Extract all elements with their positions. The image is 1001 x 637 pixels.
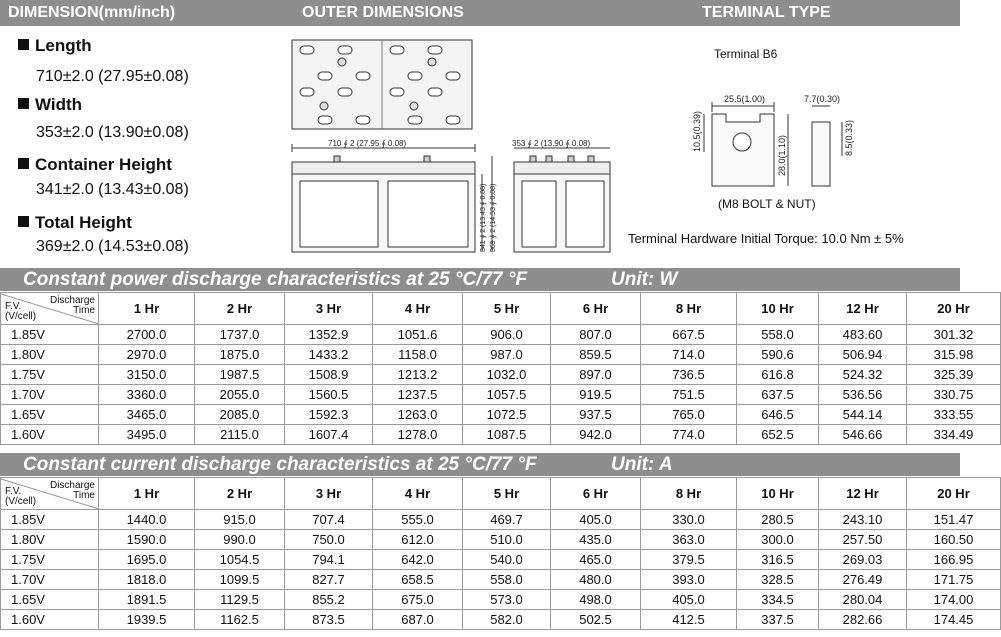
table-cell: 243.10 xyxy=(819,510,907,530)
table-cell: 558.0 xyxy=(463,570,551,590)
terminal-height-dim: 28.0(1.10) xyxy=(777,134,787,176)
final-voltage-cell: 1.75V xyxy=(1,365,99,385)
table-cell: 160.50 xyxy=(907,530,1001,550)
table-cell: 544.14 xyxy=(819,405,907,425)
dimension-title: DIMENSION(mm/inch) xyxy=(8,4,176,21)
power-table-unit: Unit: W xyxy=(611,269,678,290)
battery-side-view xyxy=(292,144,492,252)
table-row xyxy=(1,590,1001,610)
table-cell: 714.0 xyxy=(641,345,737,365)
table-cell: 3465.0 xyxy=(99,405,195,425)
table-cell: 524.32 xyxy=(819,365,907,385)
final-voltage-cell: 1.80V xyxy=(1,530,99,550)
table-cell: 2085.0 xyxy=(195,405,285,425)
corner-discharge-time: Discharge Time xyxy=(49,479,95,501)
corner-final-voltage: F.V. (V/cell) xyxy=(5,300,37,322)
table-cell: 480.0 xyxy=(551,570,641,590)
battery-top-view xyxy=(292,40,472,129)
current-table-header-row xyxy=(1,478,1001,510)
table-cell: 573.0 xyxy=(463,590,551,610)
width-dimension-text: 353 ∮ 2 (13.90 ∮ 0.08) xyxy=(512,139,591,148)
table-cell: 328.5 xyxy=(737,570,819,590)
table-cell: 612.0 xyxy=(373,530,463,550)
table-cell: 171.75 xyxy=(907,570,1001,590)
table-cell: 1087.5 xyxy=(463,425,551,445)
table-cell: 1263.0 xyxy=(373,405,463,425)
table-cell: 379.5 xyxy=(641,550,737,570)
table-cell: 337.5 xyxy=(737,610,819,630)
table-cell: 269.03 xyxy=(819,550,907,570)
column-header: 5 Hr xyxy=(463,293,551,325)
table-cell: 751.5 xyxy=(641,385,737,405)
outer-dimensions-drawing xyxy=(290,26,620,266)
table-cell: 827.7 xyxy=(285,570,373,590)
table-cell: 582.0 xyxy=(463,610,551,630)
terminal-type-panel xyxy=(620,26,960,266)
table-cell: 465.0 xyxy=(551,550,641,570)
terminal-type-title: TERMINAL TYPE xyxy=(702,4,831,21)
table-cell: 412.5 xyxy=(641,610,737,630)
length-dimension-text: 710 ∮ 2 (27.95 ∮ 0.08) xyxy=(328,139,407,148)
column-header: 3 Hr xyxy=(285,293,373,325)
terminal-name: Terminal B6 xyxy=(714,47,778,61)
table-cell: 405.0 xyxy=(551,510,641,530)
table-cell: 315.98 xyxy=(907,345,1001,365)
final-voltage-cell: 1.70V xyxy=(1,570,99,590)
table-cell: 1352.9 xyxy=(285,325,373,345)
column-header: 20 Hr xyxy=(907,293,1001,325)
table-cell: 151.47 xyxy=(907,510,1001,530)
final-voltage-cell: 1.85V xyxy=(1,325,99,345)
current-discharge-table xyxy=(0,477,1001,630)
table-cell: 300.0 xyxy=(737,530,819,550)
power-table-title-bar xyxy=(0,268,960,291)
table-cell: 1818.0 xyxy=(99,570,195,590)
table-cell: 919.5 xyxy=(551,385,641,405)
table-cell: 1213.2 xyxy=(373,365,463,385)
total-height-label: Total Height xyxy=(18,213,132,233)
current-table-unit: Unit: A xyxy=(611,454,673,475)
table-cell: 1737.0 xyxy=(195,325,285,345)
column-header: 6 Hr xyxy=(551,293,641,325)
table-cell: 483.60 xyxy=(819,325,907,345)
table-cell: 325.39 xyxy=(907,365,1001,385)
table-cell: 282.66 xyxy=(819,610,907,630)
table-cell: 280.04 xyxy=(819,590,907,610)
table-row xyxy=(1,610,1001,630)
table-cell: 280.5 xyxy=(737,510,819,530)
table-row xyxy=(1,510,1001,530)
table-cell: 1875.0 xyxy=(195,345,285,365)
column-header: 12 Hr xyxy=(819,478,907,510)
table-cell: 1592.3 xyxy=(285,405,373,425)
table-cell: 1032.0 xyxy=(463,365,551,385)
terminal-side-dim: 7.7(0.30) xyxy=(804,94,841,104)
column-header: 6 Hr xyxy=(551,478,641,510)
battery-end-view xyxy=(514,148,610,252)
table-cell: 616.8 xyxy=(737,365,819,385)
column-header: 1 Hr xyxy=(99,293,195,325)
current-table-title: Constant current discharge characteristics at 25 °C/77 °F xyxy=(23,454,537,475)
table-cell: 498.0 xyxy=(551,590,641,610)
table-cell: 906.0 xyxy=(463,325,551,345)
table-cell: 363.0 xyxy=(641,530,737,550)
table-cell: 536.56 xyxy=(819,385,907,405)
terminal-width-dim: 25.5(1.00) xyxy=(724,94,766,104)
length-value: 710±2.0 (27.95±0.08) xyxy=(36,68,189,85)
final-voltage-cell: 1.80V xyxy=(1,345,99,365)
container-height-value: 341±2.0 (13.43±0.08) xyxy=(36,181,189,198)
column-header: 8 Hr xyxy=(641,293,737,325)
final-voltage-cell: 1.75V xyxy=(1,550,99,570)
table-cell: 3150.0 xyxy=(99,365,195,385)
table-cell: 658.5 xyxy=(373,570,463,590)
table-cell: 1162.5 xyxy=(195,610,285,630)
column-header: 1 Hr xyxy=(99,478,195,510)
table-cell: 174.45 xyxy=(907,610,1001,630)
final-voltage-cell: 1.65V xyxy=(1,405,99,425)
table-cell: 915.0 xyxy=(195,510,285,530)
table-cell: 257.50 xyxy=(819,530,907,550)
terminal-diagram xyxy=(620,26,960,266)
table-cell: 1440.0 xyxy=(99,510,195,530)
terminal-torque-text: Terminal Hardware Initial Torque: 10.0 Nm ± 5% xyxy=(628,231,904,246)
table-row xyxy=(1,365,1001,385)
table-cell: 736.5 xyxy=(641,365,737,385)
table-cell: 334.49 xyxy=(907,425,1001,445)
container-height-dimension-text: 341 ∮ 2 (13.43 ∮ 0.08) xyxy=(480,183,487,252)
table-cell: 3495.0 xyxy=(99,425,195,445)
table-cell: 652.5 xyxy=(737,425,819,445)
table-cell: 301.32 xyxy=(907,325,1001,345)
table-cell: 765.0 xyxy=(641,405,737,425)
table-cell: 667.5 xyxy=(641,325,737,345)
terminal-bolt-text: (M8 BOLT & NUT) xyxy=(718,197,816,211)
column-header: 8 Hr xyxy=(641,478,737,510)
table-cell: 1607.4 xyxy=(285,425,373,445)
spec-header-bar xyxy=(0,0,960,26)
final-voltage-cell: 1.70V xyxy=(1,385,99,405)
table-cell: 276.49 xyxy=(819,570,907,590)
table-cell: 1433.2 xyxy=(285,345,373,365)
table-cell: 555.0 xyxy=(373,510,463,530)
table-cell: 1129.5 xyxy=(195,590,285,610)
table-cell: 1891.5 xyxy=(99,590,195,610)
table-row xyxy=(1,345,1001,365)
width-value: 353±2.0 (13.90±0.08) xyxy=(36,124,189,141)
column-header: 2 Hr xyxy=(195,478,285,510)
table-cell: 330.75 xyxy=(907,385,1001,405)
table-row xyxy=(1,570,1001,590)
column-header: 10 Hr xyxy=(737,478,819,510)
total-height-value: 369±2.0 (14.53±0.08) xyxy=(36,238,189,255)
table-cell: 1590.0 xyxy=(99,530,195,550)
table-cell: 558.0 xyxy=(737,325,819,345)
table-cell: 2700.0 xyxy=(99,325,195,345)
table-cell: 2055.0 xyxy=(195,385,285,405)
final-voltage-cell: 1.60V xyxy=(1,425,99,445)
table-row xyxy=(1,425,1001,445)
table-cell: 393.0 xyxy=(641,570,737,590)
table-cell: 859.5 xyxy=(551,345,641,365)
table-cell: 1054.5 xyxy=(195,550,285,570)
width-label: Width xyxy=(18,95,82,115)
table-cell: 3360.0 xyxy=(99,385,195,405)
table-cell: 687.0 xyxy=(373,610,463,630)
power-table-body xyxy=(1,325,1001,445)
table-cell: 774.0 xyxy=(641,425,737,445)
table-cell: 1939.5 xyxy=(99,610,195,630)
table-cell: 1237.5 xyxy=(373,385,463,405)
column-header: 4 Hr xyxy=(373,293,463,325)
column-header: 12 Hr xyxy=(819,293,907,325)
power-discharge-table xyxy=(0,292,1001,445)
column-header: 2 Hr xyxy=(195,293,285,325)
table-row xyxy=(1,385,1001,405)
table-cell: 2970.0 xyxy=(99,345,195,365)
table-cell: 807.0 xyxy=(551,325,641,345)
table-cell: 642.0 xyxy=(373,550,463,570)
table-cell: 873.5 xyxy=(285,610,373,630)
table-cell: 1987.5 xyxy=(195,365,285,385)
table-cell: 166.95 xyxy=(907,550,1001,570)
column-header: 10 Hr xyxy=(737,293,819,325)
table-cell: 546.66 xyxy=(819,425,907,445)
table-cell: 1508.9 xyxy=(285,365,373,385)
current-table-title-bar xyxy=(0,453,960,476)
corner-discharge-time: Discharge Time xyxy=(49,294,95,316)
column-header: 3 Hr xyxy=(285,478,373,510)
column-header: 5 Hr xyxy=(463,478,551,510)
table-cell: 1158.0 xyxy=(373,345,463,365)
table-cell: 510.0 xyxy=(463,530,551,550)
table-cell: 334.5 xyxy=(737,590,819,610)
table-cell: 316.5 xyxy=(737,550,819,570)
table-cell: 942.0 xyxy=(551,425,641,445)
table-cell: 637.5 xyxy=(737,385,819,405)
table-row xyxy=(1,325,1001,345)
table-cell: 506.94 xyxy=(819,345,907,365)
table-cell: 2115.0 xyxy=(195,425,285,445)
corner-final-voltage: F.V. (V/cell) xyxy=(5,485,37,507)
current-table-body xyxy=(1,510,1001,630)
table-cell: 897.0 xyxy=(551,365,641,385)
table-cell: 1057.5 xyxy=(463,385,551,405)
table-cell: 794.1 xyxy=(285,550,373,570)
dimension-list xyxy=(0,26,290,266)
battery-outline-diagram xyxy=(290,26,620,266)
table-cell: 1051.6 xyxy=(373,325,463,345)
table-row xyxy=(1,550,1001,570)
outer-dimensions-title: OUTER DIMENSIONS xyxy=(302,4,464,21)
table-corner-cell xyxy=(1,293,99,325)
table-cell: 1099.5 xyxy=(195,570,285,590)
terminal-right-dim: 8.5(0.33) xyxy=(844,119,854,156)
table-cell: 646.5 xyxy=(737,405,819,425)
power-table-header-row xyxy=(1,293,1001,325)
final-voltage-cell: 1.65V xyxy=(1,590,99,610)
table-cell: 405.0 xyxy=(641,590,737,610)
table-cell: 590.6 xyxy=(737,345,819,365)
final-voltage-cell: 1.60V xyxy=(1,610,99,630)
table-cell: 937.5 xyxy=(551,405,641,425)
table-cell: 675.0 xyxy=(373,590,463,610)
table-cell: 987.0 xyxy=(463,345,551,365)
table-cell: 1278.0 xyxy=(373,425,463,445)
table-cell: 330.0 xyxy=(641,510,737,530)
table-cell: 855.2 xyxy=(285,590,373,610)
length-label: Length xyxy=(18,36,92,56)
table-cell: 707.4 xyxy=(285,510,373,530)
column-header: 4 Hr xyxy=(373,478,463,510)
table-row xyxy=(1,405,1001,425)
table-corner-cell xyxy=(1,478,99,510)
table-cell: 435.0 xyxy=(551,530,641,550)
table-cell: 990.0 xyxy=(195,530,285,550)
column-header: 20 Hr xyxy=(907,478,1001,510)
table-cell: 333.55 xyxy=(907,405,1001,425)
final-voltage-cell: 1.85V xyxy=(1,510,99,530)
table-cell: 502.5 xyxy=(551,610,641,630)
table-cell: 750.0 xyxy=(285,530,373,550)
container-height-label: Container Height xyxy=(18,155,172,175)
power-table-title: Constant power discharge characteristics at 25 °C/77 °F xyxy=(23,269,528,290)
table-row xyxy=(1,530,1001,550)
table-cell: 174.00 xyxy=(907,590,1001,610)
table-cell: 469.7 xyxy=(463,510,551,530)
table-cell: 1072.5 xyxy=(463,405,551,425)
table-cell: 1560.5 xyxy=(285,385,373,405)
table-cell: 1695.0 xyxy=(99,550,195,570)
total-height-dimension-text: 369 ∮ 2 (14.53 ∮ 0.08) xyxy=(490,183,497,252)
table-cell: 540.0 xyxy=(463,550,551,570)
terminal-left-dim: 10.5(0.39) xyxy=(692,110,702,152)
